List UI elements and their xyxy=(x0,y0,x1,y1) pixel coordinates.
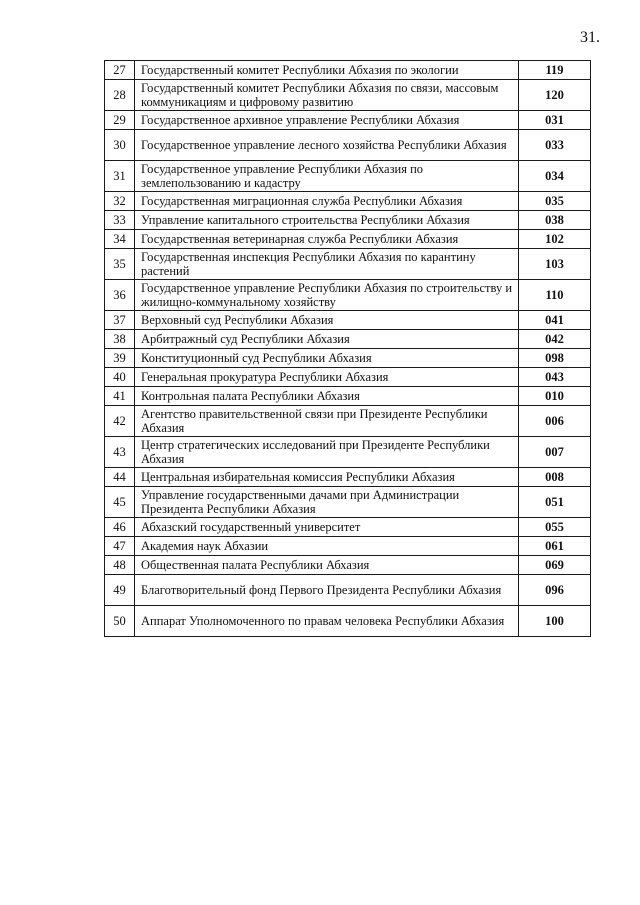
row-number: 38 xyxy=(105,330,135,349)
organization-code: 103 xyxy=(519,249,591,280)
organization-code: 031 xyxy=(519,111,591,130)
organization-name: Аппарат Уполномоченного по правам человека Республики Абхазия xyxy=(135,606,519,637)
row-number: 29 xyxy=(105,111,135,130)
row-number: 41 xyxy=(105,387,135,406)
organization-name: Центральная избирательная комиссия Республики Абхазия xyxy=(135,468,519,487)
row-number: 40 xyxy=(105,368,135,387)
table-row xyxy=(105,80,591,111)
organization-code: 035 xyxy=(519,192,591,211)
organization-name: Академия наук Абхазии xyxy=(135,537,519,556)
row-number: 35 xyxy=(105,249,135,280)
row-number: 28 xyxy=(105,80,135,111)
organization-code: 096 xyxy=(519,575,591,606)
row-number: 43 xyxy=(105,437,135,468)
organization-code: 098 xyxy=(519,349,591,368)
organization-code: 038 xyxy=(519,211,591,230)
row-number: 31 xyxy=(105,161,135,192)
organizations-table-body xyxy=(105,61,591,637)
table-row xyxy=(105,111,591,130)
table-row xyxy=(105,311,591,330)
organization-name: Агентство правительственной связи при Президенте Республики Абхазия xyxy=(135,406,519,437)
organization-code: 110 xyxy=(519,280,591,311)
table-row xyxy=(105,61,591,80)
organization-code: 007 xyxy=(519,437,591,468)
row-number: 48 xyxy=(105,556,135,575)
table-row xyxy=(105,349,591,368)
organization-code: 119 xyxy=(519,61,591,80)
row-number: 50 xyxy=(105,606,135,637)
table-row xyxy=(105,249,591,280)
organization-code: 008 xyxy=(519,468,591,487)
row-number: 36 xyxy=(105,280,135,311)
organization-name: Государственная ветеринарная служба Республики Абхазия xyxy=(135,230,519,249)
organization-code: 120 xyxy=(519,80,591,111)
organization-name: Арбитражный суд Республики Абхазия xyxy=(135,330,519,349)
row-number: 39 xyxy=(105,349,135,368)
organization-code: 033 xyxy=(519,130,591,161)
organization-name: Государственный комитет Республики Абхазия по экологии xyxy=(135,61,519,80)
organization-name: Государственная инспекция Республики Абхазия по карантину растений xyxy=(135,249,519,280)
organizations-table-container xyxy=(104,60,590,637)
organization-name: Государственный комитет Республики Абхазия по связи, массовым коммуникациям и цифровому развитию xyxy=(135,80,519,111)
table-row xyxy=(105,280,591,311)
organization-name: Генеральная прокуратура Республики Абхазия xyxy=(135,368,519,387)
table-row xyxy=(105,468,591,487)
organization-name: Общественная палата Республики Абхазия xyxy=(135,556,519,575)
organization-name: Верховный суд Республики Абхазия xyxy=(135,311,519,330)
organization-code: 051 xyxy=(519,487,591,518)
table-row xyxy=(105,575,591,606)
row-number: 45 xyxy=(105,487,135,518)
row-number: 44 xyxy=(105,468,135,487)
organization-name: Абхазский государственный университет xyxy=(135,518,519,537)
organization-name: Центр стратегических исследований при Президенте Республики Абхазия xyxy=(135,437,519,468)
organization-code: 055 xyxy=(519,518,591,537)
table-row xyxy=(105,518,591,537)
organization-code: 006 xyxy=(519,406,591,437)
row-number: 27 xyxy=(105,61,135,80)
organization-code: 061 xyxy=(519,537,591,556)
organization-name: Государственное архивное управление Республики Абхазия xyxy=(135,111,519,130)
organization-name: Государственное управление лесного хозяйства Республики Абхазия xyxy=(135,130,519,161)
organizations-table xyxy=(104,60,591,637)
organization-name: Управление государственными дачами при Администрации Президента Республики Абхазия xyxy=(135,487,519,518)
table-row xyxy=(105,606,591,637)
page-number: 31. xyxy=(580,29,600,46)
organization-name: Конституционный суд Республики Абхазия xyxy=(135,349,519,368)
organization-name: Государственное управление Республики Абхазия по строительству и жилищно-коммунальному хозяйству xyxy=(135,280,519,311)
organization-code: 043 xyxy=(519,368,591,387)
organization-name: Контрольная палата Республики Абхазия xyxy=(135,387,519,406)
row-number: 49 xyxy=(105,575,135,606)
table-row xyxy=(105,130,591,161)
organization-code: 100 xyxy=(519,606,591,637)
row-number: 32 xyxy=(105,192,135,211)
organization-code: 041 xyxy=(519,311,591,330)
organization-name: Государственная миграционная служба Республики Абхазия xyxy=(135,192,519,211)
organization-code: 069 xyxy=(519,556,591,575)
row-number: 37 xyxy=(105,311,135,330)
organization-code: 042 xyxy=(519,330,591,349)
organization-code: 010 xyxy=(519,387,591,406)
row-number: 33 xyxy=(105,211,135,230)
table-row xyxy=(105,230,591,249)
organization-name: Государственное управление Республики Абхазия по землепользованию и кадастру xyxy=(135,161,519,192)
table-row xyxy=(105,211,591,230)
row-number: 47 xyxy=(105,537,135,556)
organization-code: 102 xyxy=(519,230,591,249)
table-row xyxy=(105,161,591,192)
table-row xyxy=(105,368,591,387)
row-number: 34 xyxy=(105,230,135,249)
table-row xyxy=(105,192,591,211)
table-row xyxy=(105,537,591,556)
table-row xyxy=(105,406,591,437)
row-number: 30 xyxy=(105,130,135,161)
table-row xyxy=(105,387,591,406)
table-row xyxy=(105,556,591,575)
row-number: 42 xyxy=(105,406,135,437)
table-row xyxy=(105,437,591,468)
table-row xyxy=(105,487,591,518)
row-number: 46 xyxy=(105,518,135,537)
organization-code: 034 xyxy=(519,161,591,192)
table-row xyxy=(105,330,591,349)
organization-name: Управление капитального строительства Республики Абхазия xyxy=(135,211,519,230)
organization-name: Благотворительный фонд Первого Президента Республики Абхазия xyxy=(135,575,519,606)
